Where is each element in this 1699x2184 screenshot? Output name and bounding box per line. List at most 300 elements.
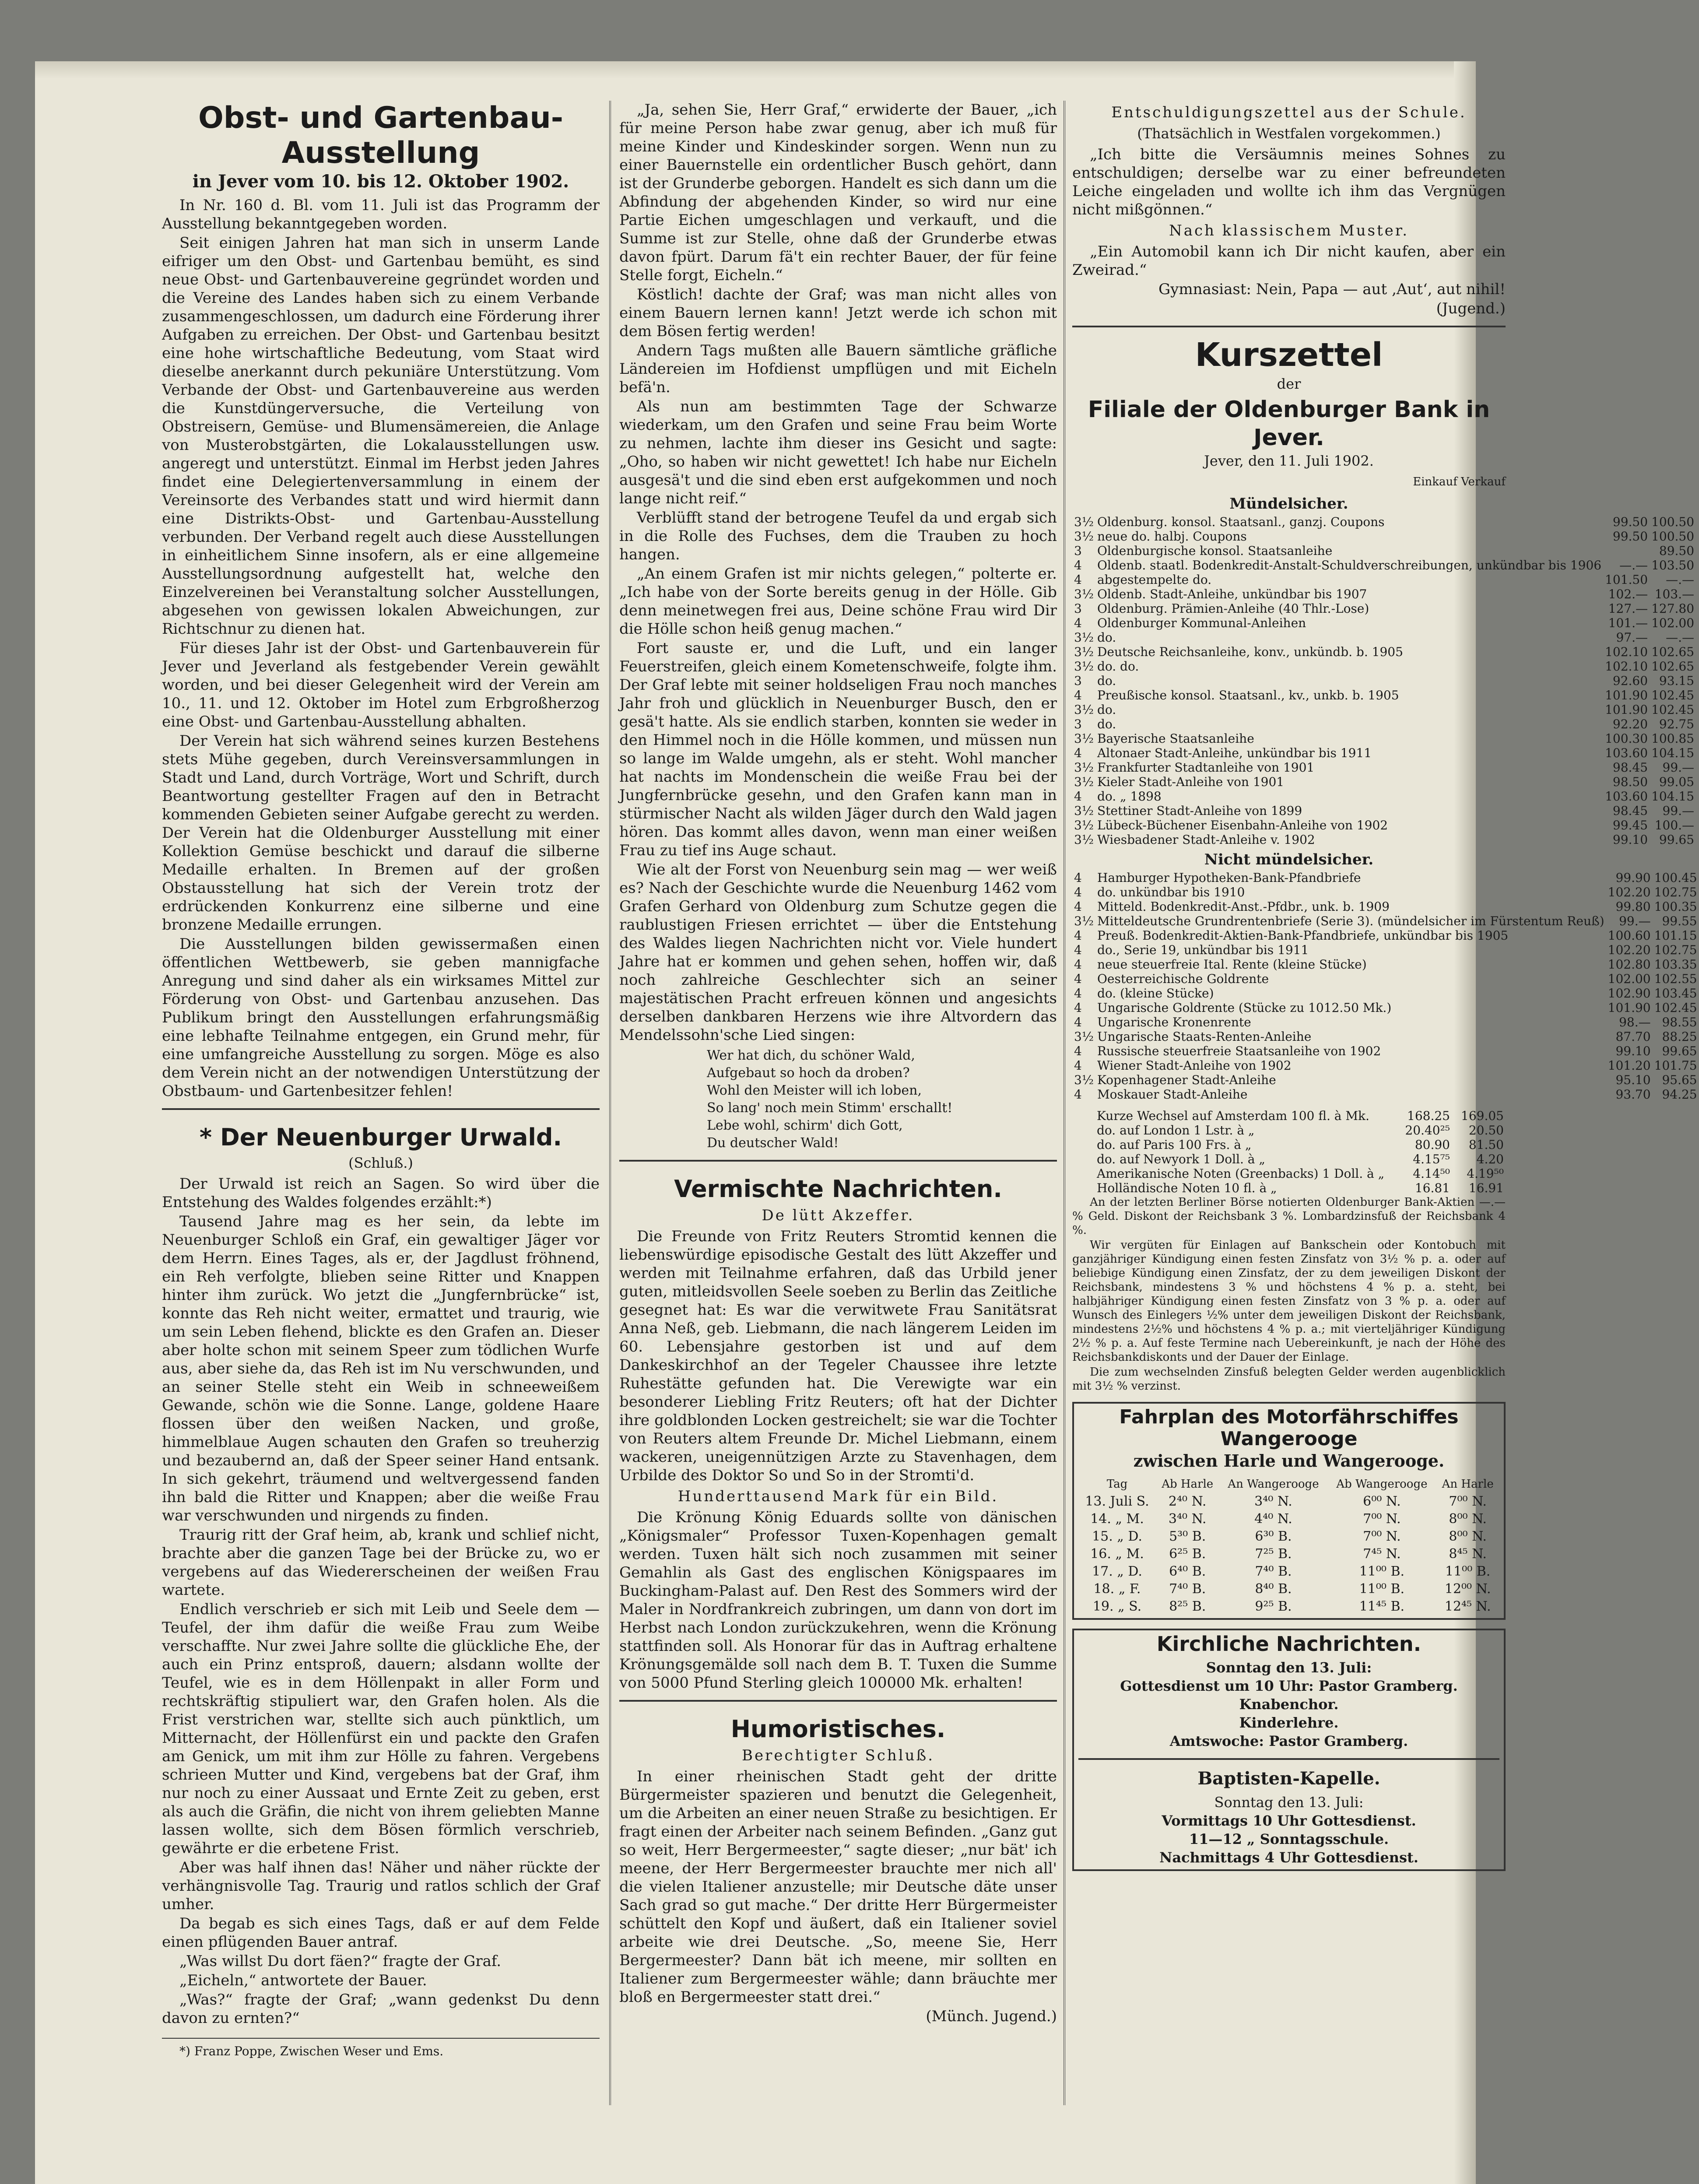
security-name: Lübeck-Büchener Eisenbahn-Anleihe von 1902 bbox=[1097, 818, 1388, 832]
price-row bbox=[1072, 986, 1699, 1001]
sell-price: 100.45 bbox=[1654, 871, 1697, 885]
price-row bbox=[1072, 928, 1699, 943]
interest-rate: 3 bbox=[1074, 601, 1082, 616]
article-heading: De lütt Akzeffer. bbox=[762, 1207, 915, 1224]
sell-price: 100.50 bbox=[1651, 529, 1695, 544]
paragraph: In einer rheinischen Stadt geht der dritte Bürgermeister spazieren und benutzt die Gelegenheit, um die Arbeiten an einer neuen Straße zu besichtigen. Er fragt einen der Arbeiter nach seinem Befinden. „Ganz gut so weit, Herr Bergermeester,“ sagte dieser; „nur bät' ich meene, der Herr Bergermeester brauchte mer nich all' die vielen Italiener anzustelle; mir Deutsche däte unser Sach grad so gut mache.“ Der dritte Herr Bürgermeister schüttelt den Kopf und äußert, daß ein Italiener soviel arbeite wie drei Deutsche. „So, meene Sie, Herr Bergermeester? Dann bät ich meene, mir sollten en Italiener zum Bergermeester wähle; dann bräuchte mer bloß en Bergermeester statt drei.“ bbox=[619, 1768, 1057, 2006]
price-row bbox=[1072, 717, 1696, 731]
sell-price: 99.65 bbox=[1662, 1044, 1697, 1058]
buy-price: 4.15⁷⁵ bbox=[1413, 1152, 1450, 1166]
security-name: Holländische Noten 10 fl. à „ bbox=[1097, 1181, 1277, 1195]
security-name: Mitteld. Bodenkredit-Anst.-Pfdbr., unk. b. 1909 bbox=[1097, 899, 1390, 914]
paragraph: „Ein Automobil kann ich Dir nicht kaufen, aber ein Zweirad.“ bbox=[1072, 243, 1506, 279]
buy-price: 98.— bbox=[1619, 1015, 1651, 1029]
buy-price: 99.— bbox=[1619, 914, 1651, 928]
sell-price: 95.65 bbox=[1662, 1073, 1697, 1087]
price-row bbox=[1072, 885, 1699, 899]
church-line: Gottesdienst um 10 Uhr: Pastor Gramberg. bbox=[1120, 1678, 1458, 1694]
sell-price: 101.15 bbox=[1654, 928, 1697, 943]
sell-price: 20.50 bbox=[1468, 1123, 1504, 1138]
paragraph: „Ja, sehen Sie, Herr Graf,“ erwiderte der Bauer, „ich für meine Person habe zwar genug, aber ich muß für meine Kinder und Kindeskinder sorgen. Wenn nun zu einer Bauernstelle ein ordentlicher Busch gehört, dann ist der Grunderbe geborgen. Handelt es sich dann um die Abfindung der abgehenden Kinder, so wird nur eine Partie Eichen umgeschlagen und verkauft, und die Summe ist zur Stelle, ohne daß der Grunderbe etwas davon fpürt. Darum fä't ein rechter Bauer, der für feine Stelle forgt, Eicheln.“ bbox=[619, 101, 1057, 284]
buy-price: 101.90 bbox=[1608, 1001, 1651, 1015]
buy-price: 99.50 bbox=[1612, 515, 1648, 529]
sell-price: 89.50 bbox=[1659, 544, 1695, 558]
sell-price: 103.35 bbox=[1654, 957, 1697, 972]
interest-rate: 3 bbox=[1074, 674, 1082, 688]
timetable-row bbox=[1078, 1598, 1499, 1615]
timetable-cell: 8²⁵ B. bbox=[1169, 1599, 1206, 1614]
timetable-row bbox=[1078, 1493, 1499, 1510]
paragraph: Der Urwald ist reich an Sagen. So wird über die Entstehung des Waldes folgendes erzählt:*) bbox=[162, 1175, 600, 1211]
footnote: *) Franz Poppe, Zwischen Weser und Ems. bbox=[162, 2038, 600, 2061]
paragraph: Die Krönung König Eduards sollte von dänischen „Königsmaler“ Professor Tuxen-Kopenhagen gemalt werden. Tuxen hält sich noch zusammen mit seiner Gemahlin als Gast des englischen Königspaares im Buckingham-Palast auf. Den Rest des Sommers wird der Maler in Nordfrankreich zubringen, um dann von dort im Herbst nach London zurückzukehren, wenn die Krönung stattfinden soll. Als Honorar für das in Auftrag erhaltene Krönungsgemälde soll nach dem B. T. Tuxen die Summe von 5000 Pfund Sterling gleich 100000 Mk. erhalten! bbox=[619, 1509, 1057, 1692]
interest-rate: 4 bbox=[1074, 885, 1082, 899]
sell-price: 100.35 bbox=[1654, 899, 1697, 914]
timetable-subtitle: zwischen Harle und Wangerooge. bbox=[1133, 1451, 1445, 1471]
timetable-cell: 7⁴⁰ B. bbox=[1255, 1564, 1292, 1579]
sell-price: 127.80 bbox=[1651, 601, 1695, 616]
security-name: Oldenb. staatl. Bodenkredit-Anstalt-Schuldverschreibungen, unkündbar bis 1906 bbox=[1097, 558, 1602, 572]
church-line: Sonntag den 13. Juli: bbox=[1206, 1659, 1372, 1676]
interest-rate: 3½ bbox=[1074, 914, 1094, 928]
buy-price: 98.45 bbox=[1612, 760, 1648, 775]
sell-price: 104.15 bbox=[1651, 746, 1695, 760]
humor-title: Humoristisches. bbox=[730, 1715, 946, 1743]
paragraph: Da begab es sich eines Tags, daß er auf dem Felde einen pflügenden Bauer antraf. bbox=[162, 1915, 600, 1951]
sell-price: 102.00 bbox=[1651, 616, 1695, 630]
interest-rate: 3½ bbox=[1074, 804, 1094, 818]
sell-price: 94.25 bbox=[1662, 1087, 1697, 1102]
price-row bbox=[1072, 1152, 1506, 1166]
timetable-cell: 11⁰⁰ B. bbox=[1359, 1564, 1405, 1579]
sell-price: 104.15 bbox=[1651, 789, 1695, 804]
column-divider bbox=[1064, 101, 1065, 2105]
sell-price: 99.55 bbox=[1662, 914, 1697, 928]
interest-rate: 4 bbox=[1074, 972, 1082, 986]
interest-rate bbox=[1072, 1181, 1095, 1195]
story-subtitle: (Schluß.) bbox=[348, 1155, 413, 1171]
article-heading: Hunderttausend Mark für ein Bild. bbox=[677, 1488, 999, 1505]
price-row bbox=[1072, 1166, 1506, 1181]
price-row bbox=[1072, 601, 1696, 616]
timetable-cell: 19. „ S. bbox=[1092, 1599, 1142, 1614]
security-name: Hamburger Hypotheken-Bank-Pfandbriefe bbox=[1097, 871, 1361, 885]
price-row bbox=[1072, 1181, 1506, 1195]
sell-price: 102.75 bbox=[1654, 885, 1697, 899]
security-name: Oldenburg. konsol. Staatsanl., ganzj. Coupons bbox=[1097, 515, 1385, 529]
sell-price: 102.65 bbox=[1651, 645, 1695, 659]
buy-price: 80.90 bbox=[1415, 1138, 1450, 1152]
security-name: do. „ 1898 bbox=[1097, 789, 1162, 804]
interest-rate: 3½ bbox=[1074, 818, 1094, 832]
buy-price: 98.45 bbox=[1612, 804, 1648, 818]
paragraph: Die Ausstellungen bilden gewissermaßen einen öffentlichen Wettbewerb, sie geben mannigfache Anregung und sind daher als ein wirksames Mittel zur Förderung von Obst- und Gartenbau anzusehen. Das Publikum bringt den Ausstellungen erfahrungsmäßig eine lebhafte Teilnahme entgegen, ein Grund mehr, für eine umfangreiche Ausstellung zu sorgen. Möge es also dem Verein nicht an der notwendigen Unterstützung der Obstbaum- und Gartenbesitzer fehlen! bbox=[162, 935, 600, 1100]
poem-line: Du deutscher Wald! bbox=[707, 1135, 839, 1151]
price-row bbox=[1072, 702, 1696, 717]
security-name: Bayerische Staatsanleihe bbox=[1097, 731, 1254, 746]
sell-price: 98.55 bbox=[1662, 1015, 1697, 1029]
buy-price: 102.10 bbox=[1605, 645, 1648, 659]
timetable-cell: 11⁰⁰ B. bbox=[1359, 1581, 1405, 1597]
security-name: Stettiner Stadt-Anleihe von 1899 bbox=[1097, 804, 1302, 818]
interest-rate bbox=[1072, 1138, 1095, 1152]
price-table-exchange bbox=[1072, 1109, 1506, 1195]
buy-price: 99.50 bbox=[1612, 529, 1648, 544]
price-list-date: Jever, den 11. Juli 1902. bbox=[1204, 453, 1374, 469]
interest-rate: 3½ bbox=[1074, 529, 1094, 544]
sell-price: 88.25 bbox=[1662, 1029, 1697, 1044]
price-row bbox=[1072, 1073, 1699, 1087]
interest-rate: 4 bbox=[1074, 572, 1082, 587]
buy-price: 101.90 bbox=[1605, 702, 1648, 717]
article-note: (Thatsächlich in Westfalen vorgekommen.) bbox=[1137, 125, 1441, 142]
price-row bbox=[1072, 1138, 1506, 1152]
price-row bbox=[1072, 804, 1696, 818]
sell-price: 100.— bbox=[1654, 818, 1695, 832]
buy-price: 16.81 bbox=[1415, 1181, 1450, 1195]
paragraph: Köstlich! dachte der Graf; was man nicht alles von einem Bauern lernen kann! Jetzt werde ich schon mit dem Bösen fertig werden! bbox=[619, 286, 1057, 340]
security-name: Ungarische Goldrente (Stücke zu 1012.50 Mk.) bbox=[1097, 1001, 1392, 1015]
price-row bbox=[1072, 1123, 1506, 1138]
interest-rate: 3 bbox=[1074, 544, 1082, 558]
chapel-line: Sonntag den 13. Juli: bbox=[1214, 1794, 1364, 1811]
security-name: Oldenburger Kommunal-Anleihen bbox=[1097, 616, 1306, 630]
security-name: Altonaer Stadt-Anleihe, unkündbar bis 1911 bbox=[1097, 746, 1372, 760]
sell-price: 4.20 bbox=[1476, 1152, 1504, 1166]
interest-rate: 4 bbox=[1074, 746, 1082, 760]
paragraph: Tausend Jahre mag es her sein, da lebte im Neuenburger Schloß ein Graf, ein gewaltiger Jäger vor dem Herrn. Eines Tages, als er, der Jagdlust fröhnend, ein Reh verfolgte, blieben seine Ritter und Knappen hinter ihm zurück. Wo jetzt die „Jungfernbrücke“ ist, konnte das Reh nicht weiter, ermattet und traurig, wie um sein Leben flehend, blickte es den Grafen an. Dieser aber holte schon mit seinem Speer zum tödlichen Wurfe aus, aber siehe da, das Reh ist im Nu verschwunden, und an seiner Stelle steht ein Weib in schneeweißem Gewande, schön wie die Sonne. Lange, goldene Haare flossen über den weißen Nacken, und große, himmelblaue Augen schauten den Grafen so treuherzig und bezaubernd an, daß der Speer seiner Hand entsank. In sich gekehrt, träumend und weltvergessend fanden ihn bald die Ritter und Knappen; aber die weiße Frau war verschwunden und nirgends zu finden. bbox=[162, 1213, 600, 1524]
sell-price: —.— bbox=[1666, 630, 1695, 645]
timetable-cell: 11⁴⁵ B. bbox=[1359, 1599, 1405, 1614]
security-name: Ungarische Staats-Renten-Anleihe bbox=[1097, 1029, 1312, 1044]
chapel-title: Baptisten-Kapelle. bbox=[1197, 1768, 1380, 1789]
interest-rate: 4 bbox=[1074, 1058, 1082, 1073]
interest-rate: 3½ bbox=[1074, 760, 1094, 775]
security-name: do. bbox=[1097, 702, 1116, 717]
article-heading: Nach klassischem Muster. bbox=[1169, 222, 1409, 239]
paragraph: Für dieses Jahr ist der Obst- und Gartenbauverein für Jever und Jeverland als festgebender Verein gewählt worden, und bei dieser Gelegenheit wird der Verein am 10., 11. und 12. Oktober im Hotel zum Erbgroßherzog eine Obst- und Gartenbau-Ausstellung abhalten. bbox=[162, 639, 600, 730]
paragraph: „Eicheln,“ antwortete der Bauer. bbox=[179, 1972, 427, 1989]
buy-price: 97.— bbox=[1616, 630, 1648, 645]
price-list-title: Kurszettel bbox=[1195, 336, 1383, 374]
price-row bbox=[1072, 659, 1696, 674]
newspaper-page bbox=[35, 61, 1697, 2184]
sell-price: —.— bbox=[1666, 572, 1695, 587]
price-row bbox=[1072, 616, 1696, 630]
timetable-cell: 6⁴⁰ B. bbox=[1169, 1564, 1206, 1579]
timetable-cell: 2⁴⁰ N. bbox=[1168, 1494, 1207, 1509]
buy-price: 99.45 bbox=[1612, 818, 1648, 832]
buy-price: 103.60 bbox=[1605, 789, 1648, 804]
buy-price: 4.14⁵⁰ bbox=[1413, 1166, 1450, 1181]
security-name: do. unkündbar bis 1910 bbox=[1097, 885, 1245, 899]
price-row bbox=[1072, 1015, 1699, 1029]
sell-price: 103.— bbox=[1654, 587, 1695, 601]
timetable-cell: 6⁰⁰ N. bbox=[1363, 1494, 1401, 1509]
divider bbox=[619, 1700, 1057, 1702]
column-left bbox=[162, 101, 600, 2061]
price-row bbox=[1072, 1001, 1699, 1015]
chapel-line: Nachmittags 4 Uhr Gottesdienst. bbox=[1159, 1849, 1418, 1866]
security-name: Deutsche Reichsanleihe, konv., unkündb. b. 1905 bbox=[1097, 645, 1403, 659]
divider bbox=[1078, 1758, 1499, 1760]
timetable bbox=[1078, 1475, 1499, 1615]
security-name: Kieler Stadt-Anleihe von 1901 bbox=[1097, 775, 1285, 789]
security-name: do. auf Paris 100 Frs. à „ bbox=[1097, 1138, 1252, 1152]
chapel-line: Vormittags 10 Uhr Gottesdienst. bbox=[1162, 1812, 1416, 1829]
paragraph: „Ich bitte die Versäumnis meines Sohnes zu entschuldigen; derselbe war zu einer befreundeten Leiche eingeladen und wollte ich ihm das Vergnügen nicht mißgönnen.“ bbox=[1072, 146, 1506, 218]
timetable-cell: 16. „ M. bbox=[1090, 1546, 1144, 1562]
column-right bbox=[1072, 101, 1697, 1871]
sell-price: 103.50 bbox=[1651, 558, 1695, 572]
timetable-cell: 8⁰⁰ N. bbox=[1449, 1529, 1487, 1544]
security-name: do. bbox=[1097, 717, 1116, 731]
poem-line: Aufgebaut so hoch da droben? bbox=[707, 1065, 910, 1081]
price-row bbox=[1072, 943, 1699, 957]
sell-price: 99.65 bbox=[1659, 832, 1695, 847]
paragraph: Der Verein hat sich während seines kurzen Bestehens stets Mühe gegeben, durch Vereinsversammlungen in Stadt und Land, durch Vorträge, Wort und Schrift, durch Beantwortung gestellter Fragen auf den in Betracht kommenden Gebieten seiner Aufgabe gerecht zu werden. Der Verein hat die Oldenburger Ausstellung mit einer Kollektion Gemüse beschickt und darauf die silberne Medaille erhalten. In Bremen auf der großen Obstausstellung hat sich der Verein trotz der erdrückenden Konkurrenz eine silberne und eine bronzene Medaille errungen. bbox=[162, 732, 600, 934]
divider bbox=[162, 1108, 600, 1110]
interest-rate: 3½ bbox=[1074, 1073, 1094, 1087]
price-row bbox=[1072, 515, 1696, 529]
timetable-cell: 12⁰⁰ N. bbox=[1444, 1581, 1491, 1597]
paragraph: In Nr. 160 d. Bl. vom 11. Juli ist das Programm der Ausstellung bekanntgegeben worden. bbox=[162, 197, 600, 232]
security-name: Ungarische Kronenrente bbox=[1097, 1015, 1251, 1029]
price-row bbox=[1072, 914, 1699, 928]
sell-price: 92.75 bbox=[1659, 717, 1695, 731]
buy-price: 100.30 bbox=[1605, 731, 1648, 746]
timetable-row bbox=[1078, 1528, 1499, 1545]
timetable-cell: 17. „ D. bbox=[1092, 1564, 1142, 1579]
security-name: Mitteldeutsche Grundrentenbriefe (Serie 3). (mündelsicher im Fürstentum Reuß) bbox=[1097, 914, 1604, 928]
paragraph: Seit einigen Jahren hat man sich in unserm Lande eifriger um den Obst- und Gartenbau bemüht, es sind neue Obst- und Gartenbauvereine gegründet worden und die Vereine des Landes haben sich zu einem Verbande zusammengeschlossen, um dadurch eine Förderung ihrer Aufgaben zu erreichen. Der Obst- und Gartenbau besitzt eine hohe wirtschaftliche Bedeutung, vom Staat wird dieselbe anerkannt durch pekuniäre Unterstützung. Vom Verbande der Obst- und Gartenbauvereine aus werden die Kunstdüngerversuche, die Verteilung von Obstreisern, Gemüse- und Blumensämereien, die Anlage von Musterobstgärten, die Lokalausstellungen usw. angeregt und unterstützt. Einmal im Herbst jeden Jahres findet eine Delegiertenversammlung in einem der Vereinsorte des Verbandes statt und wird hiermit dann eine Distrikts-Obst- und Gartenbau-Ausstellung verbunden. Der Verband regelt auch diese Ausstellungen in einheitlichem Sinne insofern, als er eine allgemeine Ausstellungsordnung aufgestellt hat, welche den Einzelvereinen bei Veranstaltung solcher Ausstellungen, abgesehen von gewissen lokalen Abweichungen, zur Richtschnur zu dienen hat. bbox=[162, 234, 600, 638]
interest-rate bbox=[1072, 1123, 1095, 1138]
price-table-nicht-mundelsicher bbox=[1072, 871, 1699, 1102]
price-row bbox=[1072, 1058, 1699, 1073]
price-row bbox=[1072, 1087, 1699, 1102]
source-credit: (Münch. Jugend.) bbox=[926, 2008, 1057, 2025]
timetable-header-cell: Ab Harle bbox=[1162, 1478, 1214, 1491]
timetable-cell: 18. „ F. bbox=[1093, 1581, 1141, 1597]
buy-price: 101.90 bbox=[1605, 688, 1648, 702]
interest-rate: 4 bbox=[1074, 1087, 1082, 1102]
timetable-title: Fahrplan des Motorfährschiffes Wangerooge bbox=[1119, 1406, 1459, 1450]
timetable-cell: 7⁴⁵ N. bbox=[1363, 1546, 1401, 1562]
timetable-cell: 8⁰⁰ N. bbox=[1449, 1511, 1487, 1527]
buy-price: —.— bbox=[1619, 558, 1648, 572]
sell-price: 103.45 bbox=[1654, 986, 1697, 1001]
price-row bbox=[1072, 529, 1696, 544]
price-row bbox=[1072, 818, 1696, 832]
buy-price: 102.90 bbox=[1608, 986, 1651, 1001]
timetable-cell: 15. „ D. bbox=[1092, 1529, 1142, 1544]
price-row bbox=[1072, 832, 1696, 847]
interest-rate: 3½ bbox=[1074, 587, 1094, 601]
interest-rate: 4 bbox=[1074, 688, 1082, 702]
price-row bbox=[1072, 572, 1696, 587]
security-name: Wiener Stadt-Anleihe von 1902 bbox=[1097, 1058, 1292, 1073]
sell-price: 100.85 bbox=[1651, 731, 1695, 746]
timetable-cell: 3⁴⁰ N. bbox=[1168, 1511, 1207, 1527]
church-line: Kinderlehre. bbox=[1239, 1714, 1339, 1731]
price-row bbox=[1072, 1029, 1699, 1044]
column-divider bbox=[609, 101, 611, 2105]
buy-price: 102.80 bbox=[1608, 957, 1651, 972]
buy-price: 102.20 bbox=[1608, 943, 1651, 957]
sell-price: 4.19⁵⁰ bbox=[1467, 1166, 1504, 1181]
buy-price: 102.00 bbox=[1608, 972, 1651, 986]
interest-rate: 3½ bbox=[1074, 1029, 1094, 1044]
buy-price: 95.10 bbox=[1615, 1073, 1651, 1087]
paragraph: Verblüfft stand der betrogene Teufel da und ergab sich in die Rolle des Fuchses, dem die Trauben zu hoch hangen. bbox=[619, 509, 1057, 563]
poem-line: Wohl den Meister will ich loben, bbox=[707, 1083, 922, 1098]
poem-line: Lebe wohl, schirm' dich Gott, bbox=[707, 1118, 903, 1133]
timetable-cell: 11⁰⁰ B. bbox=[1445, 1564, 1491, 1579]
security-name: Kopenhagener Stadt-Anleihe bbox=[1097, 1073, 1276, 1087]
security-name: neue do. halbj. Coupons bbox=[1097, 529, 1247, 544]
buy-price bbox=[1603, 544, 1650, 558]
price-row bbox=[1072, 1044, 1699, 1058]
timetable-cell: 7⁴⁰ B. bbox=[1169, 1581, 1206, 1597]
price-row bbox=[1072, 1109, 1506, 1123]
security-name: Oldenb. Stadt-Anleihe, unkündbar bis 1907 bbox=[1097, 587, 1367, 601]
paragraph: „An einem Grafen ist mir nichts gelegen,“ polterte er. „Ich habe von der Sorte bereits genug in der Hölle. Gib denn meinetwegen frei aus, Deine schöne Frau wird Dir die Hölle schon heiß genug machen.“ bbox=[619, 565, 1057, 638]
timetable-cell: 8⁴⁵ N. bbox=[1449, 1546, 1487, 1562]
security-name: Amerikanische Noten (Greenbacks) 1 Doll. à „ bbox=[1097, 1166, 1385, 1181]
security-name: Russische steuerfreie Staatsanleihe von 1902 bbox=[1097, 1044, 1381, 1058]
security-name: do. do. bbox=[1097, 659, 1139, 674]
sell-price: 102.65 bbox=[1651, 659, 1695, 674]
buy-price: 87.70 bbox=[1615, 1029, 1651, 1044]
timetable-cell: 7⁰⁰ N. bbox=[1449, 1494, 1487, 1509]
buy-price: 99.10 bbox=[1612, 832, 1648, 847]
price-row bbox=[1072, 957, 1699, 972]
interest-rate: 3 bbox=[1074, 717, 1082, 731]
paragraph: Als nun am bestimmten Tage der Schwarze wiederkam, um den Grafen und seine Frau beim Worte zu nehmen, lachte ihm dieser ins Gesicht und sagte: „Oho, so haben wir nicht gewettet! Ich habe nur Eicheln ausgesä't und die sind eben erst aufgekommen und noch lange nicht reif.“ bbox=[619, 398, 1057, 507]
timetable-header-cell: Ab Wangerooge bbox=[1336, 1478, 1428, 1491]
interest-rate: 4 bbox=[1074, 1001, 1082, 1015]
price-list-columns: Einkauf Verkauf bbox=[1413, 475, 1506, 488]
security-name: do., Serie 19, unkündbar bis 1911 bbox=[1097, 943, 1309, 957]
security-name: neue steuerfreie Ital. Rente (kleine Stücke) bbox=[1097, 957, 1367, 972]
buy-price: 92.20 bbox=[1612, 717, 1648, 731]
paragraph: „Was?“ fragte der Graf; „wann gedenkst Du denn davon zu ernten?“ bbox=[162, 1991, 600, 2027]
buy-price: 168.25 bbox=[1407, 1109, 1450, 1123]
timetable-row bbox=[1078, 1580, 1499, 1598]
interest-rate: 3½ bbox=[1074, 630, 1094, 645]
church-title: Kirchliche Nachrichten. bbox=[1156, 1632, 1422, 1656]
price-list-der: der bbox=[1277, 376, 1301, 392]
interest-rate: 4 bbox=[1074, 957, 1082, 972]
timetable-header-cell: An Wangerooge bbox=[1228, 1478, 1319, 1491]
poem-line: Wer hat dich, du schöner Wald, bbox=[707, 1048, 915, 1063]
paragraph: Aber was half ihnen das! Näher und näher rückte der verhängnisvolle Tag. Traurig und ratlos schlich der Graf umher. bbox=[162, 1859, 600, 1913]
price-row bbox=[1072, 587, 1696, 601]
timetable-cell: 12⁴⁵ N. bbox=[1444, 1599, 1491, 1614]
paragraph: Die Freunde von Fritz Reuters Stromtid kennen die liebenswürdige episodische Gestalt des lütt Akzeffer und werden mit Teilnahme erfahren, daß das Urbild jener guten, mitleidsvollen Seele soeben zu Berlin das Zeitliche gesegnet hat: Es war die verwitwete Frau Sanitätsrat Anna Neß, geb. Liebmann, die nach längerem Leiden im 60. Lebensjahre gestorben ist und auf dem Dankeskirchhof an der Tegeler Chaussee ihre letzte Ruhestätte gefunden hat. Die Verewigte war ein besonderer Liebling Fritz Reuters; oft hat der Dichter ihre goldblonden Locken gestreichelt; sie war die Tochter von Reuters altem Freunde Dr. Michel Liebmann, einem wackeren, uneigennützigen Arzte zu Stavenhagen, dem Urbilde des Doktor So und So in der Stromti'd. bbox=[619, 1228, 1057, 1484]
sell-price: 81.50 bbox=[1468, 1138, 1504, 1152]
buy-price: 92.60 bbox=[1612, 674, 1648, 688]
paragraph: „Was willst Du dort fäen?“ fragte der Graf. bbox=[179, 1952, 502, 1970]
poem bbox=[707, 1047, 1057, 1152]
interest-rate: 4 bbox=[1074, 1044, 1082, 1058]
sell-price: 102.45 bbox=[1651, 702, 1695, 717]
buy-price: 102.— bbox=[1608, 587, 1648, 601]
buy-price: 103.60 bbox=[1605, 746, 1648, 760]
buy-price: 101.50 bbox=[1605, 572, 1648, 587]
interest-rate: 3½ bbox=[1074, 731, 1094, 746]
exhibition-title: Obst- und Gartenbau-Ausstellung bbox=[198, 101, 563, 170]
buy-price: 101.— bbox=[1608, 616, 1648, 630]
timetable-cell: 6³⁰ B. bbox=[1255, 1529, 1292, 1544]
timetable-header-cell: An Harle bbox=[1442, 1478, 1494, 1491]
price-row bbox=[1072, 789, 1696, 804]
security-name: Preußische konsol. Staatsanl., kv., unkb. b. 1905 bbox=[1097, 688, 1399, 702]
timetable-cell: 14. „ M. bbox=[1090, 1511, 1144, 1527]
interest-rate: 4 bbox=[1074, 789, 1082, 804]
timetable-cell: 9²⁵ B. bbox=[1255, 1599, 1292, 1614]
misc-news-title: Vermischte Nachrichten. bbox=[674, 1175, 1002, 1203]
interest-rate: 4 bbox=[1074, 1015, 1082, 1029]
interest-rate: 4 bbox=[1074, 986, 1082, 1001]
sell-price: 99.05 bbox=[1659, 775, 1695, 789]
column-middle bbox=[619, 101, 1057, 2026]
story-title: * Der Neuenburger Urwald. bbox=[199, 1124, 562, 1151]
section-heading: Mündelsicher. bbox=[1229, 495, 1348, 513]
timetable-cell: 5³⁰ B. bbox=[1169, 1529, 1206, 1544]
sell-price: 102.45 bbox=[1651, 688, 1695, 702]
sell-price: 169.05 bbox=[1461, 1109, 1504, 1123]
buy-price: 99.90 bbox=[1615, 871, 1651, 885]
paragraph: An der letzten Berliner Börse notierten Oldenburger Bank-Aktien —.— % Geld. Diskont der Reichsbank 3 %. Lombardzinsfuß der Reichsbank 4 %. bbox=[1072, 1196, 1506, 1237]
church-line: Amtswoche: Pastor Gramberg. bbox=[1169, 1733, 1408, 1749]
timetable-header-cell: Tag bbox=[1106, 1478, 1128, 1491]
buy-price: 100.60 bbox=[1608, 928, 1651, 943]
chapel-line: 11—12 „ Sonntagsschule. bbox=[1189, 1831, 1389, 1847]
price-row bbox=[1072, 558, 1696, 572]
church-line: Knabenchor. bbox=[1239, 1696, 1339, 1713]
price-row bbox=[1072, 731, 1696, 746]
divider bbox=[1072, 326, 1506, 327]
price-row bbox=[1072, 645, 1696, 659]
paragraph: Fort sauste er, und die Luft, und ein langer Feuerstreifen, gleich einem Kometenschweife, folgte ihm. Der Graf lebte mit seiner holdseligen Frau noch manches Jahr froh und glücklich in Neuenburger Busch, den er gesä't hatte. Als sie endlich starben, konnten sie weder in den Himmel noch in die Hölle kommen, und müssen nun so lange im Walde umgehn, als er steht. Wohl mancher hat nachts im Mondenschein die weiße Frau bei der Jungfernbrücke gesehn, und den Grafen kann man in stürmischer Nacht als wilden Jäger durch den Wald jagen hören. Das kommt alles davon, wenn man einer weißen Frau zu tief ins Auge schaut. bbox=[619, 639, 1057, 859]
security-name: Wiesbadener Stadt-Anleihe v. 1902 bbox=[1097, 832, 1315, 847]
security-name: do. auf London 1 Lstr. à „ bbox=[1097, 1123, 1255, 1138]
church-news bbox=[1072, 1629, 1506, 1871]
sell-price: 100.50 bbox=[1651, 515, 1695, 529]
sell-price: 102.75 bbox=[1654, 943, 1697, 957]
sell-price: 99.— bbox=[1662, 760, 1695, 775]
interest-rate: 4 bbox=[1074, 558, 1082, 572]
source-credit: (Jugend.) bbox=[1436, 300, 1506, 317]
paragraph: Gymnasiast: Nein, Papa — aut ‚Aut‘, aut nihil! bbox=[1158, 281, 1506, 298]
price-row bbox=[1072, 544, 1696, 558]
security-name: Preuß. Bodenkredit-Aktien-Bank-Pfandbriefe, unkündbar bis 1905 bbox=[1097, 928, 1509, 943]
paragraph: Endlich verschrieb er sich mit Leib und Seele dem — Teufel, der ihm dafür die weiße Frau zum Weibe verschaffte. Nur zwei Jahre sollte die glückliche Ehe, der auch ein Prinz entsproß, dauern; alsdann wollte der Teufel, wie es in dem Höllenpakt in aller Form und rechtskräftig stipuliert war, den Grafen holen. Als die Frist verstrichen war, stellte sich auch pünktlich, um Mitternacht, der Höllenfürst ein und packte den Grafen am Genick, um mit ihm zur Hölle zu fahren. Vergebens schrieen Mutter und Kind, vergebens bat der Graf, ihm nur noch zu einer Aussaat und Ernte Zeit zu geben, erst als auch die Gräfin, die nicht von ihrem geliebten Manne lassen wollte, sich dem Bösen förmlich verschrieb, gewährte er die erbetene Frist. bbox=[162, 1601, 600, 1857]
interest-rate: 4 bbox=[1074, 943, 1082, 957]
timetable-row bbox=[1078, 1545, 1499, 1563]
buy-price: 20.40²⁵ bbox=[1405, 1123, 1450, 1138]
timetable-cell: 7⁰⁰ N. bbox=[1363, 1511, 1401, 1527]
security-name: Oldenburg. Prämien-Anleihe (40 Thlr.-Lose) bbox=[1097, 601, 1369, 616]
buy-price: 101.20 bbox=[1608, 1058, 1651, 1073]
paragraph: Andern Tags mußten alle Bauern sämtliche gräfliche Ländereien im Hofdienst umpflügen und mit Eicheln befä'n. bbox=[619, 342, 1057, 396]
sell-price: 102.55 bbox=[1654, 972, 1697, 986]
poem-line: So lang' noch mein Stimm' erschallt! bbox=[707, 1100, 953, 1116]
security-name: Kurze Wechsel auf Amsterdam 100 fl. à Mk. bbox=[1097, 1109, 1369, 1123]
security-name: do. auf Newyork 1 Doll. à „ bbox=[1097, 1152, 1265, 1166]
security-name: Moskauer Stadt-Anleihe bbox=[1097, 1087, 1248, 1102]
